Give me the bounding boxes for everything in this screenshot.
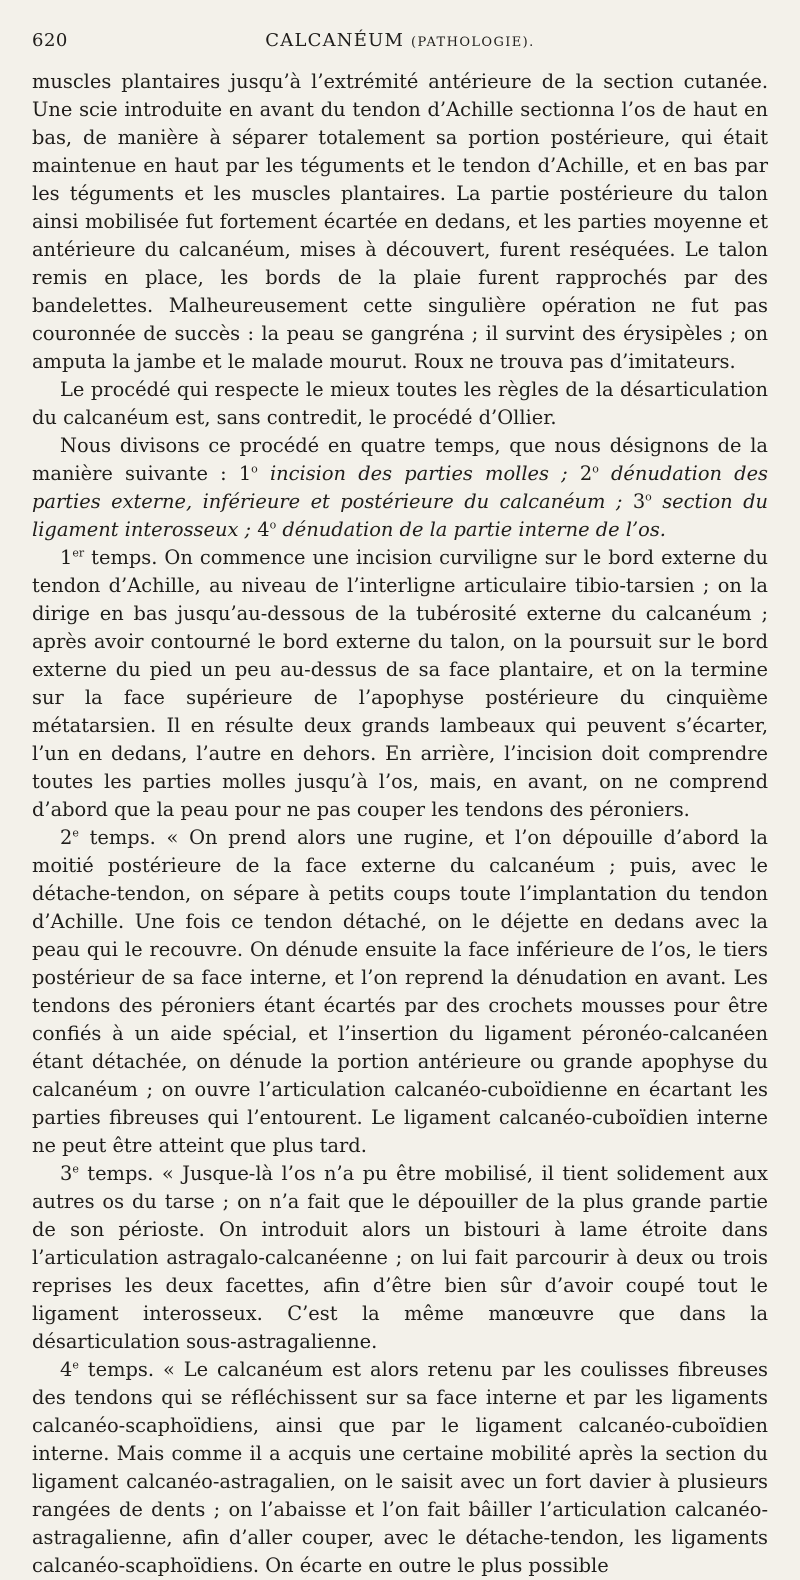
four-steps-intro: Nous divisons ce procédé en quatre temps, que nous désignons de la manière suivante : [32,434,768,485]
step-1-label: temps. [84,546,158,569]
step-4-number: 4 [60,1358,73,1381]
step-2-number: 2 [60,826,73,849]
step-2-text: « On prend alors une rugine, et l’on dépouille d’abord la moitié postérieure de la face externe du calcanéum ; puis, avec le détache-tendon, on sépare à petits coups toute l’implantation du tendon d’Achille. Une fois ce tendon détaché, on le déjette en dedans avec la peau qui le recouvre. On dénude ensuite la face inférieure de l’os, le tiers postérieur de sa face interne, et l’on reprend la dénudation en avant. Les tendons des péroniers étant écartés par des crochets mousses pour être confiés à un aide spécial, et l’insertion du ligament péronéo-calcanéen étant détachée, on dénude la portion antérieure ou grande apophyse du calcanéum ; on ouvre l’articulation calcanéo-cuboïdienne en écartant les parties fibreuses qui l’entourent. Le ligament calcanéo-cuboïdien interne ne peut être atteint que plus tard. [32,826,768,1157]
step-2-ordinal: e [72,826,79,840]
step-number-3-sup: o [645,490,652,504]
paragraph-step-2 [32,824,768,1160]
step-number-4-sup: o [269,518,277,532]
page-body [32,68,768,1580]
step-3-label: temps. [78,1162,154,1185]
step-4-label: temps. [78,1358,154,1381]
paragraph-continuation: muscles plantaires jusqu’à l’extrémité antérieure de la section cutanée. Une scie introduite en avant du tendon d’Achille sectionna l’os de haut en bas, de manière à séparer totalement sa portion postérieure, qui était maintenue en haut par les téguments et le tendon d’Achille, et en bas par les téguments et les muscles plantaires. La partie postérieure du talon ainsi mobilisée fut fortement écartée en dedans, et les parties moyenne et antérieure du calcanéum, mises à découvert, furent reséquées. Le talon remis en place, les bords de la plaie furent rapprochés par des bandelettes. Malheureusement cette singulière opération ne fut pas couronnée de succès : la peau se gangréna ; il survint des érysipèles ; on amputa la jambe et le malade mourut. Roux ne trouva pas d’imitateurs. [32,70,768,373]
step-3-title: section du ligament interosseux ; [32,490,768,541]
step-1-number: 1 [60,546,73,569]
running-title-subtitle: (PATHOLOGIE). [411,35,535,50]
paragraph-step-1 [32,544,768,824]
step-3-number: 3 [60,1162,73,1185]
paragraph-four-steps [32,432,768,544]
step-3-ordinal: e [72,1162,79,1176]
paragraph-step-3 [32,1160,768,1356]
running-title [32,30,768,51]
page-number: 620 [32,30,68,51]
step-4-text: « Le calcanéum est alors retenu par les coulisses fibreuses des tendons qui se réfléchissent sur sa face interne et par les ligaments calcanéo-scaphoïdiens, ainsi que par le ligament calcanéo-cuboïdien interne. Mais comme il a acquis une certaine mobilité après la section du ligament calcanéo-astragalien, on le saisit avec un fort davier à plusieurs rangées de dents ; on l’abaisse et l’on fait bâiller l’articulation calcanéo-astragalienne, afin d’aller couper, avec le détache-tendon, les ligaments calcanéo-scaphoïdiens. On écarte en outre le plus possible [32,1358,768,1577]
step-4-title: dénudation de la partie interne de l’os. [276,518,666,541]
book-page [32,30,768,1577]
step-1-text: On commence une incision curviligne sur le bord externe du tendon d’Achille, au niveau de l’interligne articulaire tibio-tarsien ; on la dirige en bas jusqu’au-dessous de la tubérosité externe du calcanéum ; après avoir contourné le bord externe du talon, on la poursuit sur le bord externe du pied un peu au-dessus de sa face plantaire, et on la termine sur la face supérieure de l’apophyse postérieure du cinquième métatarsien. Il en résulte deux grands lambeaux qui peuvent s’écarter, l’un en dedans, l’autre en dehors. En arrière, l’incision doit comprendre toutes les parties molles jusqu’à l’os, mais, en avant, on ne comprend d’abord que la peau pour ne pas couper les tendons des péroniers. [32,546,768,821]
step-1-ordinal: er [72,546,85,560]
paragraph-ollier-procedure: Le procédé qui respecte le mieux toutes les règles de la désarticulation du calcanéum est, sans contredit, le procédé d’Ollier. [32,378,768,429]
step-number-1-sup: o [251,462,258,476]
step-number-4: 4 [257,518,270,541]
step-2-label: temps. [78,826,156,849]
step-number-2-sup: o [592,462,599,476]
paragraph-step-4 [32,1356,768,1580]
step-number-3: 3 [632,490,646,513]
step-2-title: dénudation des parties externe, inférieure et postérieure du calcanéum ; [32,462,768,513]
step-number-2: 2 [579,462,593,485]
running-title-main: CALCANÉUM [265,30,405,51]
step-1-title: incision des parties molles ; [257,462,580,485]
step-4-ordinal: e [72,1358,79,1372]
page-header [32,30,768,60]
step-3-text: « Jusque-là l’os n’a pu être mobilisé, il tient solidement aux autres os du tarse ; on n’a fait que le dépouiller de la plus grande partie de son périoste. On introduit alors un bistouri à lame étroite dans l’articulation astragalo-calcanéenne ; on lui fait parcourir à deux ou trois reprises les deux facettes, afin d’être bien sûr d’avoir coupé tout le ligament interosseux. C’est la même manœuvre que dans la désarticulation sous-astragalienne. [32,1162,768,1353]
step-number-1: 1 [238,462,252,485]
